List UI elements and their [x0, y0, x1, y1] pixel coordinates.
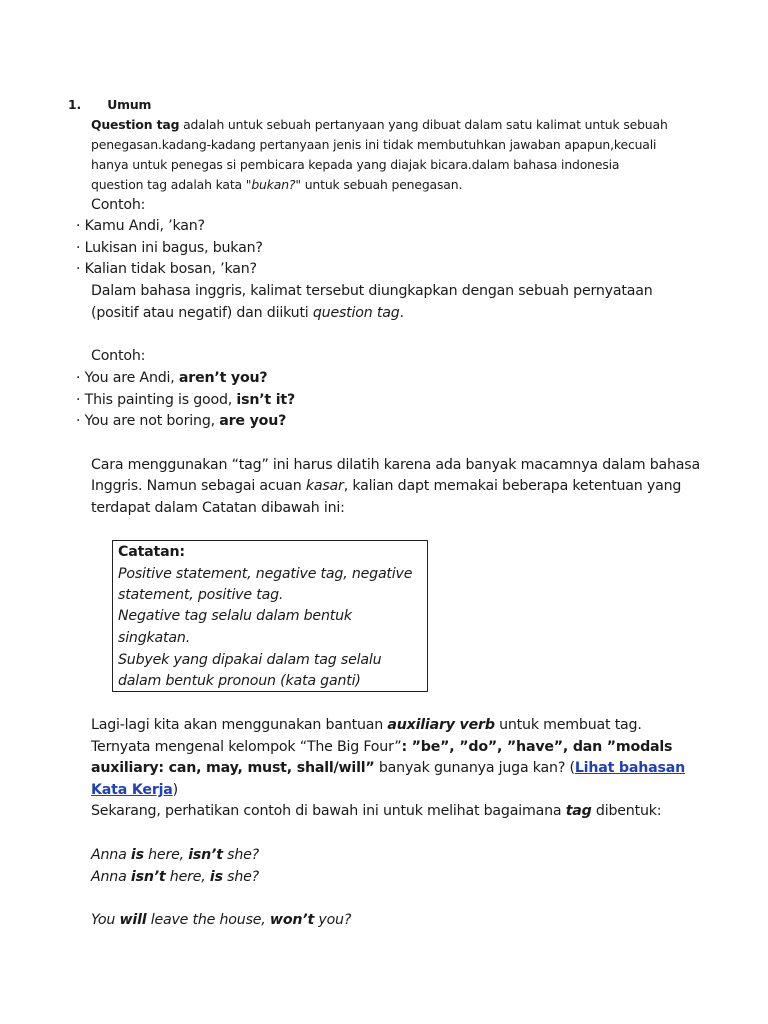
example-statement: · You are not boring, — [76, 413, 220, 429]
example-text: leave the house, — [146, 912, 270, 928]
cara-line-3: terdapat dalam Catatan dibawah ini: — [91, 500, 345, 516]
list-item: · Kamu Andi, ’kan? — [76, 218, 205, 234]
paragraph-text: untuk membuat tag. — [494, 717, 642, 733]
example-text: she? — [222, 847, 259, 863]
section-number: 1. — [68, 97, 82, 112]
paragraph-text: ) — [172, 782, 179, 798]
paragraph-text: Lagi-lagi kita akan menggunakan bantuan — [91, 717, 388, 733]
example-aux: is — [209, 869, 223, 885]
example-aux: isn’t — [130, 869, 166, 885]
cara-line-2 — [91, 478, 681, 494]
list-item — [76, 370, 267, 386]
lagi-line-3 — [91, 760, 685, 776]
intro-text: question tag adalah kata — [91, 177, 246, 192]
paragraph-text: . — [399, 305, 404, 321]
example-text: Anna — [91, 847, 131, 863]
lagi-line-2 — [91, 739, 672, 755]
intro-line-2: penegasan.kadang-kadang pertanyaan jenis ini tidak membutuhkan jawaban apapun,kecuali — [91, 137, 657, 152]
example-statement: · This painting is good, — [76, 392, 237, 408]
example-text: here, — [165, 869, 210, 885]
paragraph-text: dibentuk: — [591, 803, 662, 819]
section-heading — [68, 97, 151, 112]
paragraph-text: (positif atau negatif) dan diikuti — [91, 305, 313, 321]
inggris-line-2 — [91, 305, 404, 321]
intro-line-4 — [91, 177, 462, 192]
example-text: she? — [222, 869, 259, 885]
catatan-line: singkatan. — [118, 630, 190, 646]
example-text: you? — [314, 912, 352, 928]
contoh-label-2: Contoh: — [91, 348, 146, 364]
term-question-tag: Question tag — [91, 117, 180, 132]
example-sentence-3 — [91, 912, 351, 928]
example-tag: are you? — [219, 413, 287, 429]
catatan-line: statement, positive tag. — [118, 587, 284, 603]
example-aux: will — [119, 912, 147, 928]
intro-text: adalah untuk sebuah pertanyaan yang dibuat dalam satu kalimat untuk sebuah — [179, 117, 668, 132]
example-aux: is — [130, 847, 144, 863]
catatan-line: Subyek yang dipakai dalam tag selalu — [118, 652, 382, 668]
example-aux: won’t — [269, 912, 315, 928]
list-item — [76, 413, 286, 429]
example-text: here, — [143, 847, 189, 863]
word-tag: tag — [565, 803, 592, 819]
contoh-label-1: Contoh: — [91, 197, 146, 213]
lagi-line-4 — [91, 782, 178, 798]
list-item: · Kalian tidak bosan, ’kan? — [76, 261, 257, 277]
example-text: You — [91, 912, 120, 928]
term-question-tag-italic: question tag — [312, 305, 400, 321]
word-kasar: kasar — [305, 478, 344, 494]
example-tag: isn’t it? — [236, 392, 296, 408]
example-tag: aren’t you? — [178, 370, 268, 386]
lagi-line-1 — [91, 717, 642, 733]
example-sentence-2 — [91, 869, 259, 885]
paragraph-text: banyak gunanya juga kan? ( — [374, 760, 575, 776]
example-sentence-1 — [91, 847, 259, 863]
modals-list: auxiliary: can, may, must, shall/will” — [91, 760, 375, 776]
section-title: Umum — [107, 97, 152, 112]
catatan-line: dalam bentuk pronoun (kata ganti) — [118, 673, 361, 689]
paragraph-text: Ternyata mengenal kelompok “The Big Four” — [91, 739, 402, 755]
inggris-line-1: Dalam bahasa inggris, kalimat tersebut diungkapkan dengan sebuah pernyataan — [91, 283, 653, 299]
paragraph-text: , kalian dapt memakai beberapa ketentuan yang — [343, 478, 682, 494]
list-item — [76, 392, 295, 408]
cara-line-1: Cara menggunakan “tag” ini harus dilatih karena ada banyak macamnya dalam bahasa — [91, 457, 700, 473]
example-statement: · You are Andi, — [76, 370, 179, 386]
catatan-title: Catatan: — [118, 544, 185, 560]
paragraph-text: Sekarang, perhatikan contoh di bawah ini untuk melihat bagaimana — [91, 803, 566, 819]
intro-line-1 — [91, 117, 668, 132]
list-item: · Lukisan ini bagus, bukan? — [76, 240, 263, 256]
intro-line-3: hanya untuk penegas si pembicara kepada yang diajak bicara.dalam bahasa indonesia — [91, 157, 620, 172]
catatan-line: Positive statement, negative tag, negative — [118, 566, 413, 582]
lagi-line-5 — [91, 803, 661, 819]
link-kata-kerja[interactable]: Kata Kerja — [91, 782, 173, 798]
paragraph-text: Inggris. Namun sebagai acuan — [91, 478, 306, 494]
example-aux: isn’t — [188, 847, 223, 863]
catatan-line: Negative tag selalu dalam bentuk — [118, 608, 352, 624]
intro-text: untuk sebuah penegasan. — [300, 177, 463, 192]
link-lihat-bahasan[interactable]: Lihat bahasan — [574, 760, 686, 776]
word-bukan: "bukan?" — [245, 177, 301, 192]
big-four-list: : ”be”, ”do”, ”have”, dan ”modals — [401, 739, 673, 755]
term-auxiliary-verb: auxiliary verb — [387, 717, 495, 733]
example-text: Anna — [91, 869, 131, 885]
